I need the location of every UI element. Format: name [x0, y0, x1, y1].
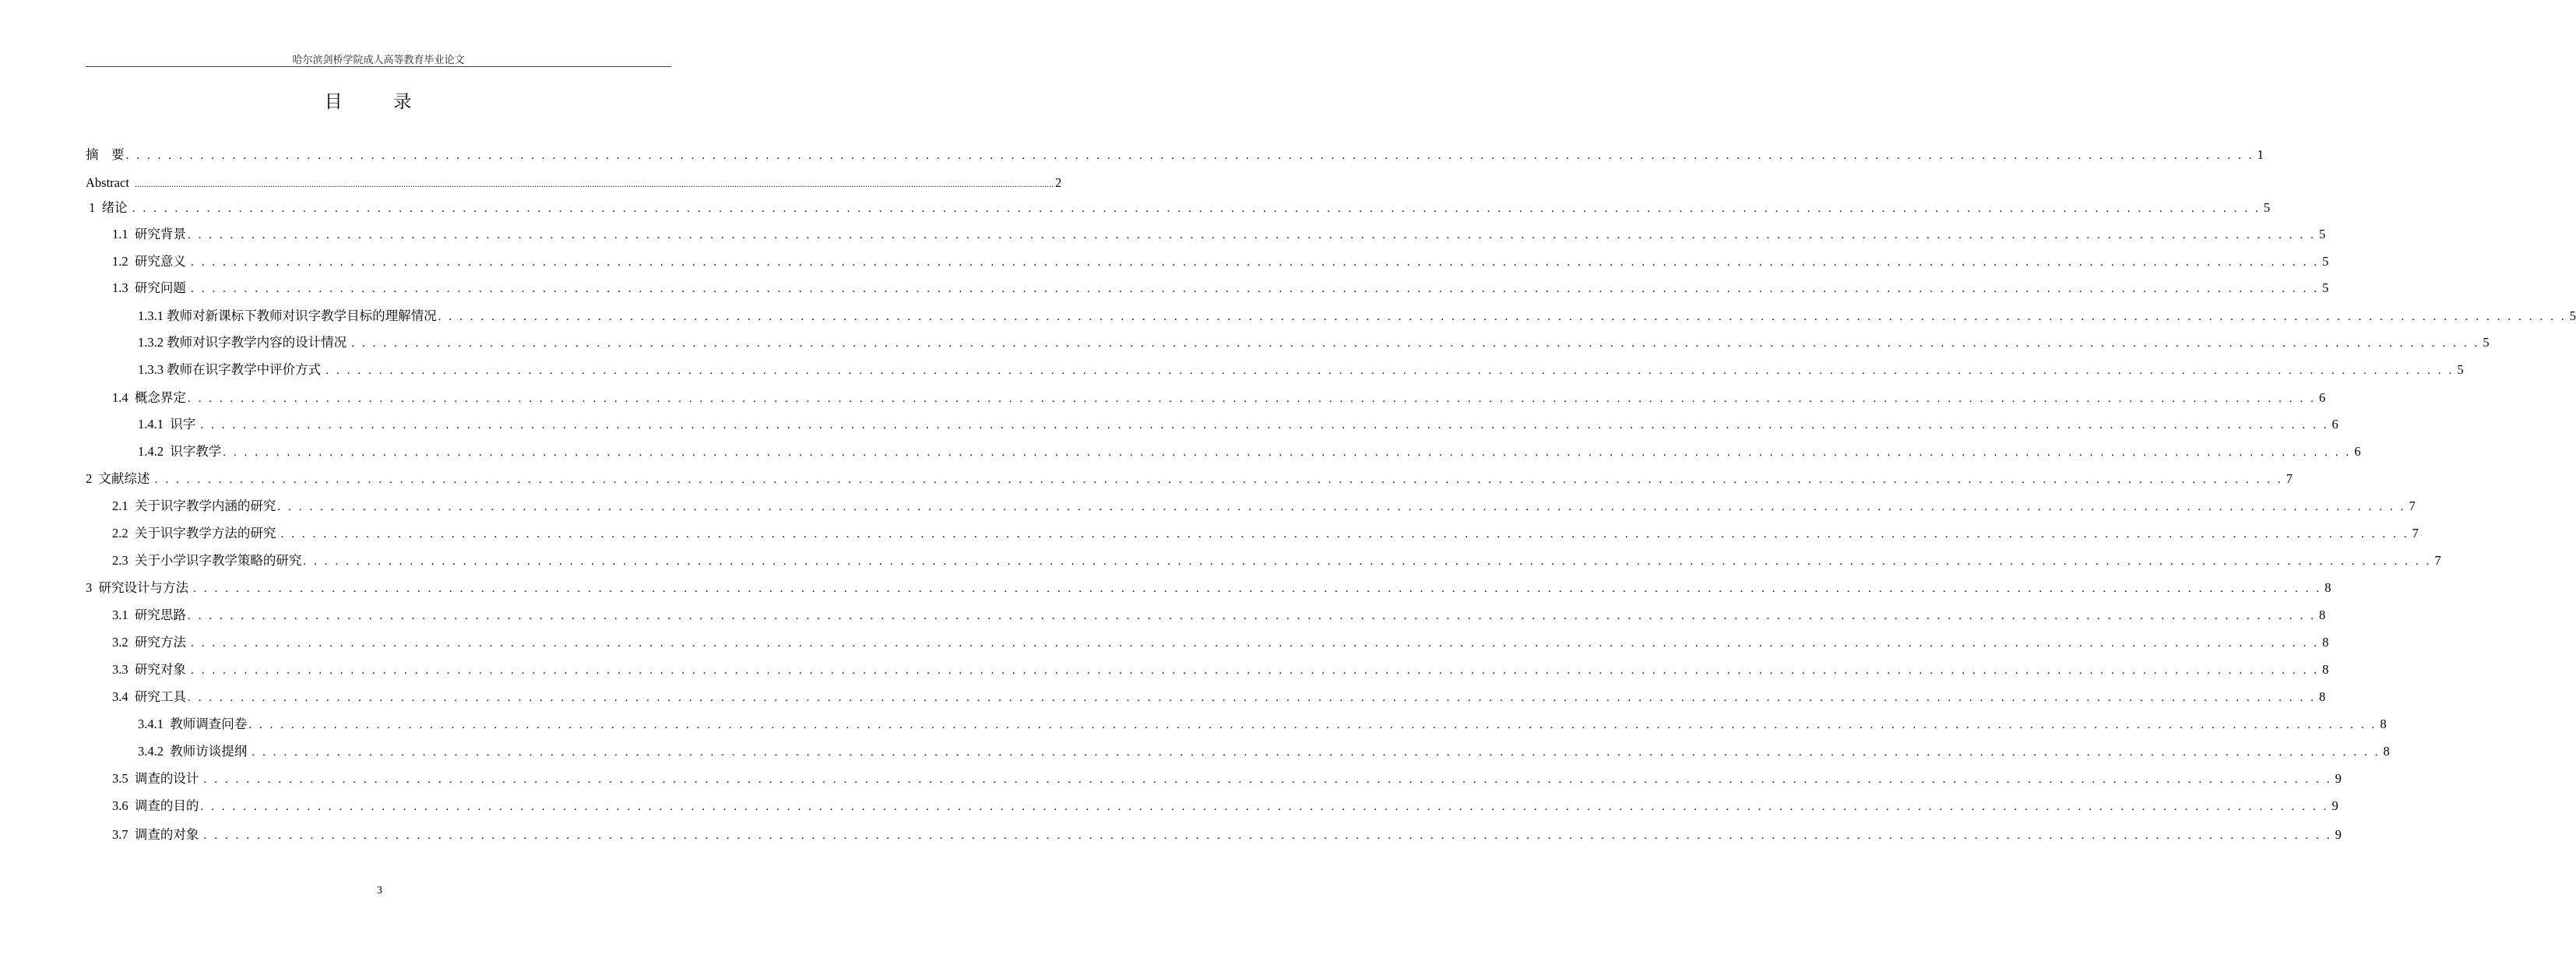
toc-entry[interactable] — [112, 770, 2342, 787]
toc-entry-page: 8 — [2324, 580, 2331, 595]
toc-entry-label: 1.4.1 识字 — [138, 417, 199, 431]
toc-entry-label: 3.2 研究方法 — [112, 635, 189, 650]
toc-entry-label: 3.1 研究思路 — [112, 608, 186, 622]
toc-entry[interactable] — [112, 661, 2329, 678]
toc-dot-leader: . . . . . . . . . . . . . . . . . . . . . . . . . . . . . . . . . . . . . . . . . . . . . . . . . . . . . . . . . . . . . . . . . . . . . . . . . . . . . . . . . . . . . . . . . . . . . . . . . . . . . . . . . . . . . . . . . . . . . . . . . . . . . . . . . . . . . . . . . . . . . . . . . . . . . . . . . . . . . . . . . . . . . . . . . . . . . . . . . . . . . . . . . . . . . . . . . . . . . . . . — [125, 150, 2254, 162]
toc-dot-leader: . . . . . . . . . . . . . . . . . . . . . . . . . . . . . . . . . . . . . . . . . . . . . . . . . . . . . . . . . . . . . . . . . . . . . . . . . . . . . . . . . . . . . . . . . . . . . . . . . . . . . . . . . . . . . . . . . . . . . . . . . . . . . . . . . . . . . . . . . . . . . . . . . . . . . . . . . . . . . . . . . . . . . . . . . . . . . . . . . . . . . . . . . . . . . . . . . . . . . . . . — [187, 692, 2317, 704]
toc-entry-page: 8 — [2322, 635, 2329, 650]
toc-dot-leader: . . . . . . . . . . . . . . . . . . . . . . . . . . . . . . . . . . . . . . . . . . . . . . . . . . . . . . . . . . . . . . . . . . . . . . . . . . . . . . . . . . . . . . . . . . . . . . . . . . . . . . . . . . . . . . . . . . . . . . . . . . . . . . . . . . . . . . . . . . . . . . . . . . . . . . . . . . . . . . . . . . . . . . . . . . . . . . . . . . . . . . . . . . . . . . . . . . . . . . . . — [191, 637, 2320, 650]
toc-entry[interactable] — [86, 174, 1062, 192]
toc-entry[interactable] — [138, 443, 2361, 460]
toc-entry-label: 2.3 关于小学识字教学策略的研究 — [112, 553, 302, 568]
toc-entry-page: 8 — [2322, 662, 2329, 677]
toc-entry-label: 1.3.2 教师对识字教学内容的设计情况 — [138, 335, 350, 350]
toc-entry-label: 3.4 研究工具 — [112, 689, 186, 704]
toc-dot-leader: . . . . . . . . . . . . . . . . . . . . . . . . . . . . . . . . . . . . . . . . . . . . . . . . . . . . . . . . . . . . . . . . . . . . . . . . . . . . . . . . . . . . . . . . . . . . . . . . . . . . . . . . . . . . . . . . . . . . . . . . . . . . . . . . . . . . . . . . . . . . . . . . . . . . . . . . . . . . . . . . . . . . . . . . . . . . . . . . . . . . . . . . . . . . . . . . . . . . . . . . — [252, 746, 2381, 759]
toc-entry-label: 1.4.2 识字教学 — [138, 444, 222, 459]
toc-entry-label: Abstract — [86, 175, 133, 190]
toc-entry-page: 7 — [2412, 526, 2419, 541]
toc-entry-page: 7 — [2434, 553, 2441, 568]
toc-entry-page: 8 — [2383, 744, 2390, 759]
toc-entry-label: 2.2 关于识字教学方法的研究 — [112, 526, 280, 541]
toc-dot-leader: . . . . . . . . . . . . . . . . . . . . . . . . . . . . . . . . . . . . . . . . . . . . . . . . . . . . . . . . . . . . . . . . . . . . . . . . . . . . . . . . . . . . . . . . . . . . . . . . . . . . . . . . . . . . . . . . . . . . . . . . . . . . . . . . . . . . . . . . . . . . . . . . . . . . . . . . . . . . . . . . . . . . . . . . . . . . . . . . . . . . . . . . . . . . . . . . . . . . . . . . — [280, 528, 2409, 541]
toc-dot-leader: . . . . . . . . . . . . . . . . . . . . . . . . . . . . . . . . . . . . . . . . . . . . . . . . . . . . . . . . . . . . . . . . . . . . . . . . . . . . . . . . . . . . . . . . . . . . . . . . . . . . . . . . . . . . . . . . . . . . . . . . . . . . . . . . . . . . . . . . . . . . . . . . . . . . . . . . . . . . . . . . . . . . . . . . . . . . . . . . . . . . . . . . . . . . . . . . . . . . . . . . — [277, 501, 2406, 513]
toc-dot-leader: . . . . . . . . . . . . . . . . . . . . . . . . . . . . . . . . . . . . . . . . . . . . . . . . . . . . . . . . . . . . . . . . . . . . . . . . . . . . . . . . . . . . . . . . . . . . . . . . . . . . . . . . . . . . . . . . . . . . . . . . . . . . . . . . . . . . . . . . . . . . . . . . . . . . . . . . . . . . . . . . . . . . . . . . . . . . . . . . . . . . . . . . . . . . . . . . . . . . . . . . — [203, 773, 2332, 786]
toc-entry[interactable] — [112, 552, 2441, 569]
toc-dot-leader: . . . . . . . . . . . . . . . . . . . . . . . . . . . . . . . . . . . . . . . . . . . . . . . . . . . . . . . . . . . . . . . . . . . . . . . . . . . . . . . . . . . . . . . . . . . . . . . . . . . . . . . . . . . . . . . . . . . . . . . . . . . . . . . . . . . . . . . . . . . . . . . . . . . . . . . . . . . . . . . . . . . . . . . . . . . . . . . . . . . . . . . . . . . . . . . . . . . . . . . . — [187, 229, 2317, 241]
toc-entry[interactable] — [138, 743, 2390, 760]
toc-entry-page: 1 — [2257, 147, 2264, 162]
toc-dot-leader: . . . . . . . . . . . . . . . . . . . . . . . . . . . . . . . . . . . . . . . . . . . . . . . . . . . . . . . . . . . . . . . . . . . . . . . . . . . . . . . . . . . . . . . . . . . . . . . . . . . . . . . . . . . . . . . . . . . . . . . . . . . . . . . . . . . . . . . . . . . . . . . . . . . . . . . . . . . . . . . . . . . . . . . . . . . . . . . . . . . . . . . . . . . . . . . . . . . . . . . . — [200, 801, 2329, 813]
toc-dot-leader: . . . . . . . . . . . . . . . . . . . . . . . . . . . . . . . . . . . . . . . . . . . . . . . . . . . . . . . . . . . . . . . . . . . . . . . . . . . . . . . . . . . . . . . . . . . . . . . . . . . . . . . . . . . . . . . . . . . . . . . . . . . . . . . . . . . . . . . . . . . . . . . . . . . . . . . . . . . . . . . . . . . . . . . . . . . . . . . . . . . . . . . . . . . . . . . . . . . . . . . . — [351, 337, 2480, 350]
toc-entry[interactable] — [112, 607, 2326, 624]
toc-dot-leader: . . . . . . . . . . . . . . . . . . . . . . . . . . . . . . . . . . . . . . . . . . . . . . . . . . . . . . . . . . . . . . . . . . . . . . . . . . . . . . . . . . . . . . . . . . . . . . . . . . . . . . . . . . . . . . . . . . . . . . . . . . . . . . . . . . . . . . . . . . . . . . . . . . . . . . . . . . . . . . . . . . . . . . . . . . . . . . . . . . . . . . . . . . . . . . . . . . . . . . . . — [438, 311, 2567, 323]
toc-dot-leader: . . . . . . . . . . . . . . . . . . . . . . . . . . . . . . . . . . . . . . . . . . . . . . . . . . . . . . . . . . . . . . . . . . . . . . . . . . . . . . . . . . . . . . . . . . . . . . . . . . . . . . . . . . . . . . . . . . . . . . . . . . . . . . . . . . . . . . . . . . . . . . . . . . . . . . . . . . . . . . . . . . . . . . . . . . . . . . . . . . . . . . . . . . . . . . . . . . . . . . . . — [193, 583, 2322, 595]
toc-dot-leader: . . . . . . . . . . . . . . . . . . . . . . . . . . . . . . . . . . . . . . . . . . . . . . . . . . . . . . . . . . . . . . . . . . . . . . . . . . . . . . . . . . . . . . . . . . . . . . . . . . . . . . . . . . . . . . . . . . . . . . . . . . . . . . . . . . . . . . . . . . . . . . . . . . . . . . . . . . . . . . . . . . . . . . . . . . . . . . . . . . . . . . . . . . . . . . . . . . . . . . . . — [187, 393, 2317, 405]
toc-entry-page: 8 — [2319, 608, 2326, 622]
toc-entry-page: 5 — [2322, 280, 2329, 295]
toc-entry-page: 6 — [2331, 417, 2338, 431]
toc-dot-leader: . . . . . . . . . . . . . . . . . . . . . . . . . . . . . . . . . . . . . . . . . . . . . . . . . . . . . . . . . . . . . . . . . . . . . . . . . . . . . . . . . . . . . . . . . . . . . . . . . . . . . . . . . . . . . . . . . . . . . . . . . . . . . . . . . . . . . . . . . . . . . . . . . . . . . . . . . . . . . . . . . . . . . . . . . . . . . . . . . . . . . . . . . . . . . . . . . . . . . . . . — [223, 446, 2352, 459]
toc-entry-page: 5 — [2319, 227, 2326, 241]
toc-entry-label: 1.1 研究背景 — [112, 227, 186, 241]
toc-entry[interactable] — [112, 689, 2326, 706]
toc-entry[interactable] — [138, 416, 2338, 433]
toc-entry-page: 9 — [2331, 798, 2338, 813]
toc-entry-page: 7 — [2286, 471, 2293, 486]
toc-dot-leader: . . . . . . . . . . . . . . . . . . . . . . . . . . . . . . . . . . . . . . . . . . . . . . . . . . . . . . . . . . . . . . . . . . . . . . . . . . . . . . . . . . . . . . . . . . . . . . . . . . . . . . . . . . . . . . . . . . . . . . . . . . . . . . . . . . . . . . . . . . . . . . . . . . . . . . . . . . . . . . . . . . . . . . . . . . . . . . . . . . . . . . . . . . . . . . . . . . . . . . . . — [191, 283, 2320, 295]
toc-entry-label: 3.4.2 教师访谈提纲 — [138, 744, 251, 759]
toc-entry-page: 5 — [2263, 200, 2271, 215]
toc-title: 目 录 — [324, 92, 435, 111]
toc-entry[interactable] — [138, 716, 2387, 733]
toc-entry[interactable] — [138, 361, 2464, 379]
toc-entry-page: 5 — [2322, 254, 2329, 269]
toc-dot-leader: . . . . . . . . . . . . . . . . . . . . . . . . . . . . . . . . . . . . . . . . . . . . . . . . . . . . . . . . . . . . . . . . . . . . . . . . . . . . . . . . . . . . . . . . . . . . . . . . . . . . . . . . . . . . . . . . . . . . . . . . . . . . . . . . . . . . . . . . . . . . . . . . . . . . . . . . . . . . . . . . . . . . . . . . . . . . . . . . . . . . . . . . . . . . . . . . . . . . . . . . — [326, 365, 2455, 377]
toc-dot-leader: . . . . . . . . . . . . . . . . . . . . . . . . . . . . . . . . . . . . . . . . . . . . . . . . . . . . . . . . . . . . . . . . . . . . . . . . . . . . . . . . . . . . . . . . . . . . . . . . . . . . . . . . . . . . . . . . . . . . . . . . . . . . . . . . . . . . . . . . . . . . . . . . . . . . . . . . . . . . . . . . . . . . . . . . . . . . . . . . . . . . . . . . . . . . . . . . . . . . . . . . — [191, 256, 2320, 269]
toc-entry-label: 1.3 研究问题 — [112, 280, 189, 295]
toc-entry[interactable] — [138, 308, 2576, 325]
toc-dot-leader: . . . . . . . . . . . . . . . . . . . . . . . . . . . . . . . . . . . . . . . . . . . . . . . . . . . . . . . . . . . . . . . . . . . . . . . . . . . . . . . . . . . . . . . . . . . . . . . . . . . . . . . . . . . . . . . . . . . . . . . . . . . . . . . . . . . . . . . . . . . . . . . . . . . . . . . . . . . . . . . . . . . . . . . . . . . . . . . . . . . . . . . . . . . . . . . . . . . . . . . . — [303, 555, 2432, 568]
header-rule — [86, 66, 671, 67]
toc-entry[interactable] — [112, 280, 2329, 297]
toc-entry[interactable] — [112, 498, 2416, 515]
page-number: 3 — [377, 885, 382, 896]
toc-entry-label: 1 绪论 — [86, 200, 131, 215]
toc-entry-label: 2.1 关于识字教学内涵的研究 — [112, 498, 276, 513]
toc-dot-leader: . . . . . . . . . . . . . . . . . . . . . . . . . . . . . . . . . . . . . . . . . . . . . . . . . . . . . . . . . . . . . . . . . . . . . . . . . . . . . . . . . . . . . . . . . . . . . . . . . . . . . . . . . . . . . . . . . . . . . . . . . . . . . . . . . . . . . . . . . . . . . . . . . . . . . . . . . . . . . . . . . . . . . . . . . . . . . . . . . . . . . . . . . . . . . . . . . . . . . . . . — [248, 719, 2377, 731]
toc-entry-page: 6 — [2354, 444, 2361, 459]
toc-entry[interactable] — [138, 334, 2490, 351]
toc-entry-page: 8 — [2319, 689, 2326, 704]
toc-entry[interactable] — [112, 226, 2326, 243]
toc-entry[interactable] — [86, 579, 2331, 597]
toc-entry[interactable] — [112, 525, 2419, 542]
toc-entry[interactable] — [112, 826, 2342, 844]
toc-entry-label: 2 文献综述 — [86, 471, 153, 486]
toc-entry-page: 7 — [2409, 498, 2416, 513]
toc-entry[interactable] — [86, 146, 2264, 164]
toc-entry-label: 摘 要 — [86, 147, 125, 162]
toc-entry-label: 3.7 调查的对象 — [112, 827, 202, 842]
toc-entry-page: 5 — [2483, 335, 2490, 350]
toc-entry-page: 5 — [2569, 308, 2576, 323]
toc-entry[interactable] — [112, 253, 2329, 270]
toc-entry-label: 3.3 研究对象 — [112, 662, 189, 677]
toc-entry-label: 1.3.3 教师在识字教学中评价方式 — [138, 362, 325, 377]
toc-entry[interactable] — [112, 798, 2338, 815]
toc-entry-page: 9 — [2335, 827, 2342, 842]
toc-entry-label: 3.4.1 教师调查问卷 — [138, 717, 248, 731]
toc-entry-label: 3.6 调查的目的 — [112, 798, 199, 813]
running-header: 哈尔滨剑桥学院成人高等教育毕业论文 — [292, 54, 465, 65]
toc-dot-leader: . . . . . . . . . . . . . . . . . . . . . . . . . . . . . . . . . . . . . . . . . . . . . . . . . . . . . . . . . . . . . . . . . . . . . . . . . . . . . . . . . . . . . . . . . . . . . . . . . . . . . . . . . . . . . . . . . . . . . . . . . . . . . . . . . . . . . . . . . . . . . . . . . . . . . . . . . . . . . . . . . . . . . . . . . . . . . . . . . . . . . . . . . . . . . . . . . . . . . . . . — [200, 419, 2329, 431]
toc-dot-leader: . . . . . . . . . . . . . . . . . . . . . . . . . . . . . . . . . . . . . . . . . . . . . . . . . . . . . . . . . . . . . . . . . . . . . . . . . . . . . . . . . . . . . . . . . . . . . . . . . . . . . . . . . . . . . . . . . . . . . . . . . . . . . . . . . . . . . . . . . . . . . . . . . . . . . . . . . . . . . . . . . . . . . . . . . . . . . . . . . . . . . . . . . . . . . . . . . . . . . . . . — [132, 203, 2261, 215]
toc-dot-leader: . . . . . . . . . . . . . . . . . . . . . . . . . . . . . . . . . . . . . . . . . . . . . . . . . . . . . . . . . . . . . . . . . . . . . . . . . . . . . . . . . . . . . . . . . . . . . . . . . . . . . . . . . . . . . . . . . . . . . . . . . . . . . . . . . . . . . . . . . . . . . . . . . . . . . . . . . . . . . . . . . . . . . . . . . . . . . . . . . . . . . . . . . . . . . . . . . . . . . . . . — [154, 474, 2283, 486]
toc-dot-leader: . . . . . . . . . . . . . . . . . . . . . . . . . . . . . . . . . . . . . . . . . . . . . . . . . . . . . . . . . . . . . . . . . . . . . . . . . . . . . . . . . . . . . . . . . . . . . . . . . . . . . . . . . . . . . . . . . . . . . . . . . . . . . . . . . . . . . . . . . . . . . . . . . . . . . . . . . . . . . . . . . . . . . . . . . . . . . . . . . . . . . . . . . . . . . . . . . . . . . . . . — [187, 610, 2317, 622]
toc-entry[interactable] — [86, 470, 2293, 488]
toc-entry-page: 9 — [2335, 771, 2342, 786]
toc-entry-label: 3.5 调查的设计 — [112, 771, 202, 786]
toc-entry[interactable] — [86, 199, 2271, 217]
toc-dot-leader: . . . . . . . . . . . . . . . . . . . . . . . . . . . . . . . . . . . . . . . . . . . . . . . . . . . . . . . . . . . . . . . . . . . . . . . . . . . . . . . . . . . . . . . . . . . . . . . . . . . . . . . . . . . . . . . . . . . . . . . . . . . . . . . . . . . . . . . . . . . . . . . . . . . . . . . . . . . . . . . . . . . . . . . . . . . . . . . . . . . . . . . . . . . . . . . . . . . . . . . . — [191, 664, 2320, 677]
toc-entry[interactable] — [112, 634, 2329, 651]
toc-entry-label: 3 研究设计与方法 — [86, 580, 192, 595]
toc-dot-leader: ................................................................................................................................................................................................................................................................................................................................................................................................................ — [135, 180, 1054, 189]
toc-entry[interactable] — [112, 389, 2326, 407]
toc-dot-leader: . . . . . . . . . . . . . . . . . . . . . . . . . . . . . . . . . . . . . . . . . . . . . . . . . . . . . . . . . . . . . . . . . . . . . . . . . . . . . . . . . . . . . . . . . . . . . . . . . . . . . . . . . . . . . . . . . . . . . . . . . . . . . . . . . . . . . . . . . . . . . . . . . . . . . . . . . . . . . . . . . . . . . . . . . . . . . . . . . . . . . . . . . . . . . . . . . . . . . . . . — [203, 829, 2332, 842]
toc-entry-label: 1.2 研究意义 — [112, 254, 189, 269]
toc-entry-page: 2 — [1055, 175, 1062, 190]
toc-entry-page: 5 — [2457, 362, 2464, 377]
toc-entry-page: 8 — [2380, 717, 2387, 731]
toc-entry-label: 1.4 概念界定 — [112, 390, 186, 405]
toc-entry-label: 1.3.1 教师对新课标下教师对识字教学目标的理解情况 — [138, 308, 437, 323]
toc-entry-page: 6 — [2319, 390, 2326, 405]
